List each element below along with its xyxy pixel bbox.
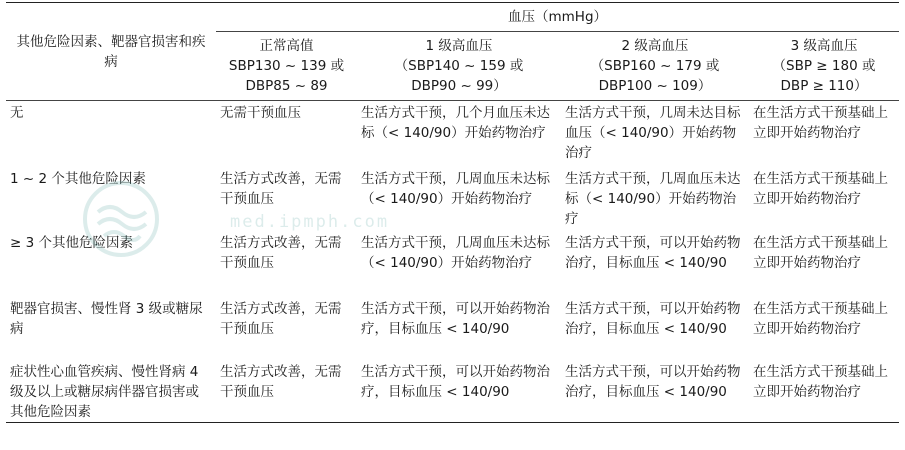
table-cell: 无需干预血压 (220, 105, 301, 121)
table-cell: 生活方式干预，可以开始药物治疗，目标血压 < 140/90 (561, 360, 749, 423)
table-row (6, 167, 899, 231)
column-title: 2 级高血压 (621, 38, 689, 54)
table-row (6, 297, 899, 360)
table-cell: 生活方式干预，几周血压未达标（< 140/90）开始药物治疗 (565, 171, 741, 227)
table-cell: 生活方式干预，可以开始药物治疗，目标血压 < 140/90 (361, 301, 550, 337)
column-title: 1 级高血压 (425, 38, 493, 54)
table-cell: 生活方式改善，无需干预血压 (220, 235, 342, 271)
table-row (6, 101, 899, 168)
column-range: （SBP140 ~ 159 或 (394, 58, 524, 74)
table-cell: 生活方式干预，几周未达目标血压（< 140/90）开始药物治疗 (565, 105, 741, 161)
table-cell: 在生活方式干预基础上立即开始药物治疗 (753, 235, 888, 271)
table-row (6, 360, 899, 423)
column-header-grade-3 (749, 32, 899, 101)
table-cell: 生活方式改善，无需干预血压 (216, 360, 357, 423)
group-header: 血压（mmHg） (216, 3, 899, 32)
watermark-text: med.ipmph.com (230, 212, 390, 232)
column-header-grade-2 (561, 32, 749, 101)
column-header-normal-high (216, 32, 357, 101)
table-cell: 在生活方式干预基础上立即开始药物治疗 (753, 171, 888, 207)
table-row (6, 231, 899, 297)
risk-cell: ≥ 3 个其他危险因素 (10, 235, 133, 251)
risk-cell: 1 ~ 2 个其他危险因素 (10, 171, 146, 187)
column-range: DBP100 ~ 109） (598, 78, 712, 94)
column-range: DBP85 ~ 89 (245, 78, 328, 94)
table-cell: 生活方式干预，可以开始药物治疗，目标血压 < 140/90 (357, 360, 561, 423)
column-range: （SBP160 ~ 179 或 (590, 58, 720, 74)
risk-cell: 症状性心血管疾病、慢性肾病 4 级及以上或糖尿病伴器官损害或其他危险因素 (6, 360, 216, 423)
column-header-grade-1 (357, 32, 561, 101)
column-range: SBP130 ~ 139 或 (228, 58, 345, 74)
column-range: （SBP ≥ 180 或 (772, 58, 876, 74)
bp-treatment-table (6, 2, 899, 423)
table-cell: 生活方式干预，几个月血压未达标（< 140/90）开始药物治疗 (361, 105, 550, 141)
table-cell: 生活方式干预，几周血压未达标（< 140/90）开始药物治疗 (361, 235, 550, 271)
column-range: DBP90 ~ 99） (411, 78, 507, 94)
risk-cell: 无 (10, 105, 24, 121)
column-title: 正常高值 (259, 38, 314, 54)
header-row-1 (6, 3, 899, 32)
column-title: 3 级高血压 (790, 38, 858, 54)
risk-cell: 靶器官损害、慢性肾 3 级或糖尿病 (10, 301, 203, 337)
table-cell: 生活方式干预，可以开始药物治疗，目标血压 < 140/90 (565, 235, 741, 271)
table-cell: 在生活方式干预基础上立即开始药物治疗 (749, 360, 899, 423)
table-cell: 生活方式干预，几周血压未达标（< 140/90）开始药物治疗 (361, 171, 550, 207)
corner-header: 其他危险因素、靶器官损害和疾病 (6, 3, 216, 101)
table-cell: 生活方式干预，可以开始药物治疗，目标血压 < 140/90 (565, 301, 741, 337)
table-cell: 生活方式改善，无需干预血压 (220, 301, 342, 337)
table-cell: 在生活方式干预基础上立即开始药物治疗 (753, 105, 888, 141)
table-cell: 在生活方式干预基础上立即开始药物治疗 (753, 301, 888, 337)
column-range: DBP ≥ 110） (780, 78, 868, 94)
table-cell: 生活方式改善，无需干预血压 (220, 171, 342, 207)
